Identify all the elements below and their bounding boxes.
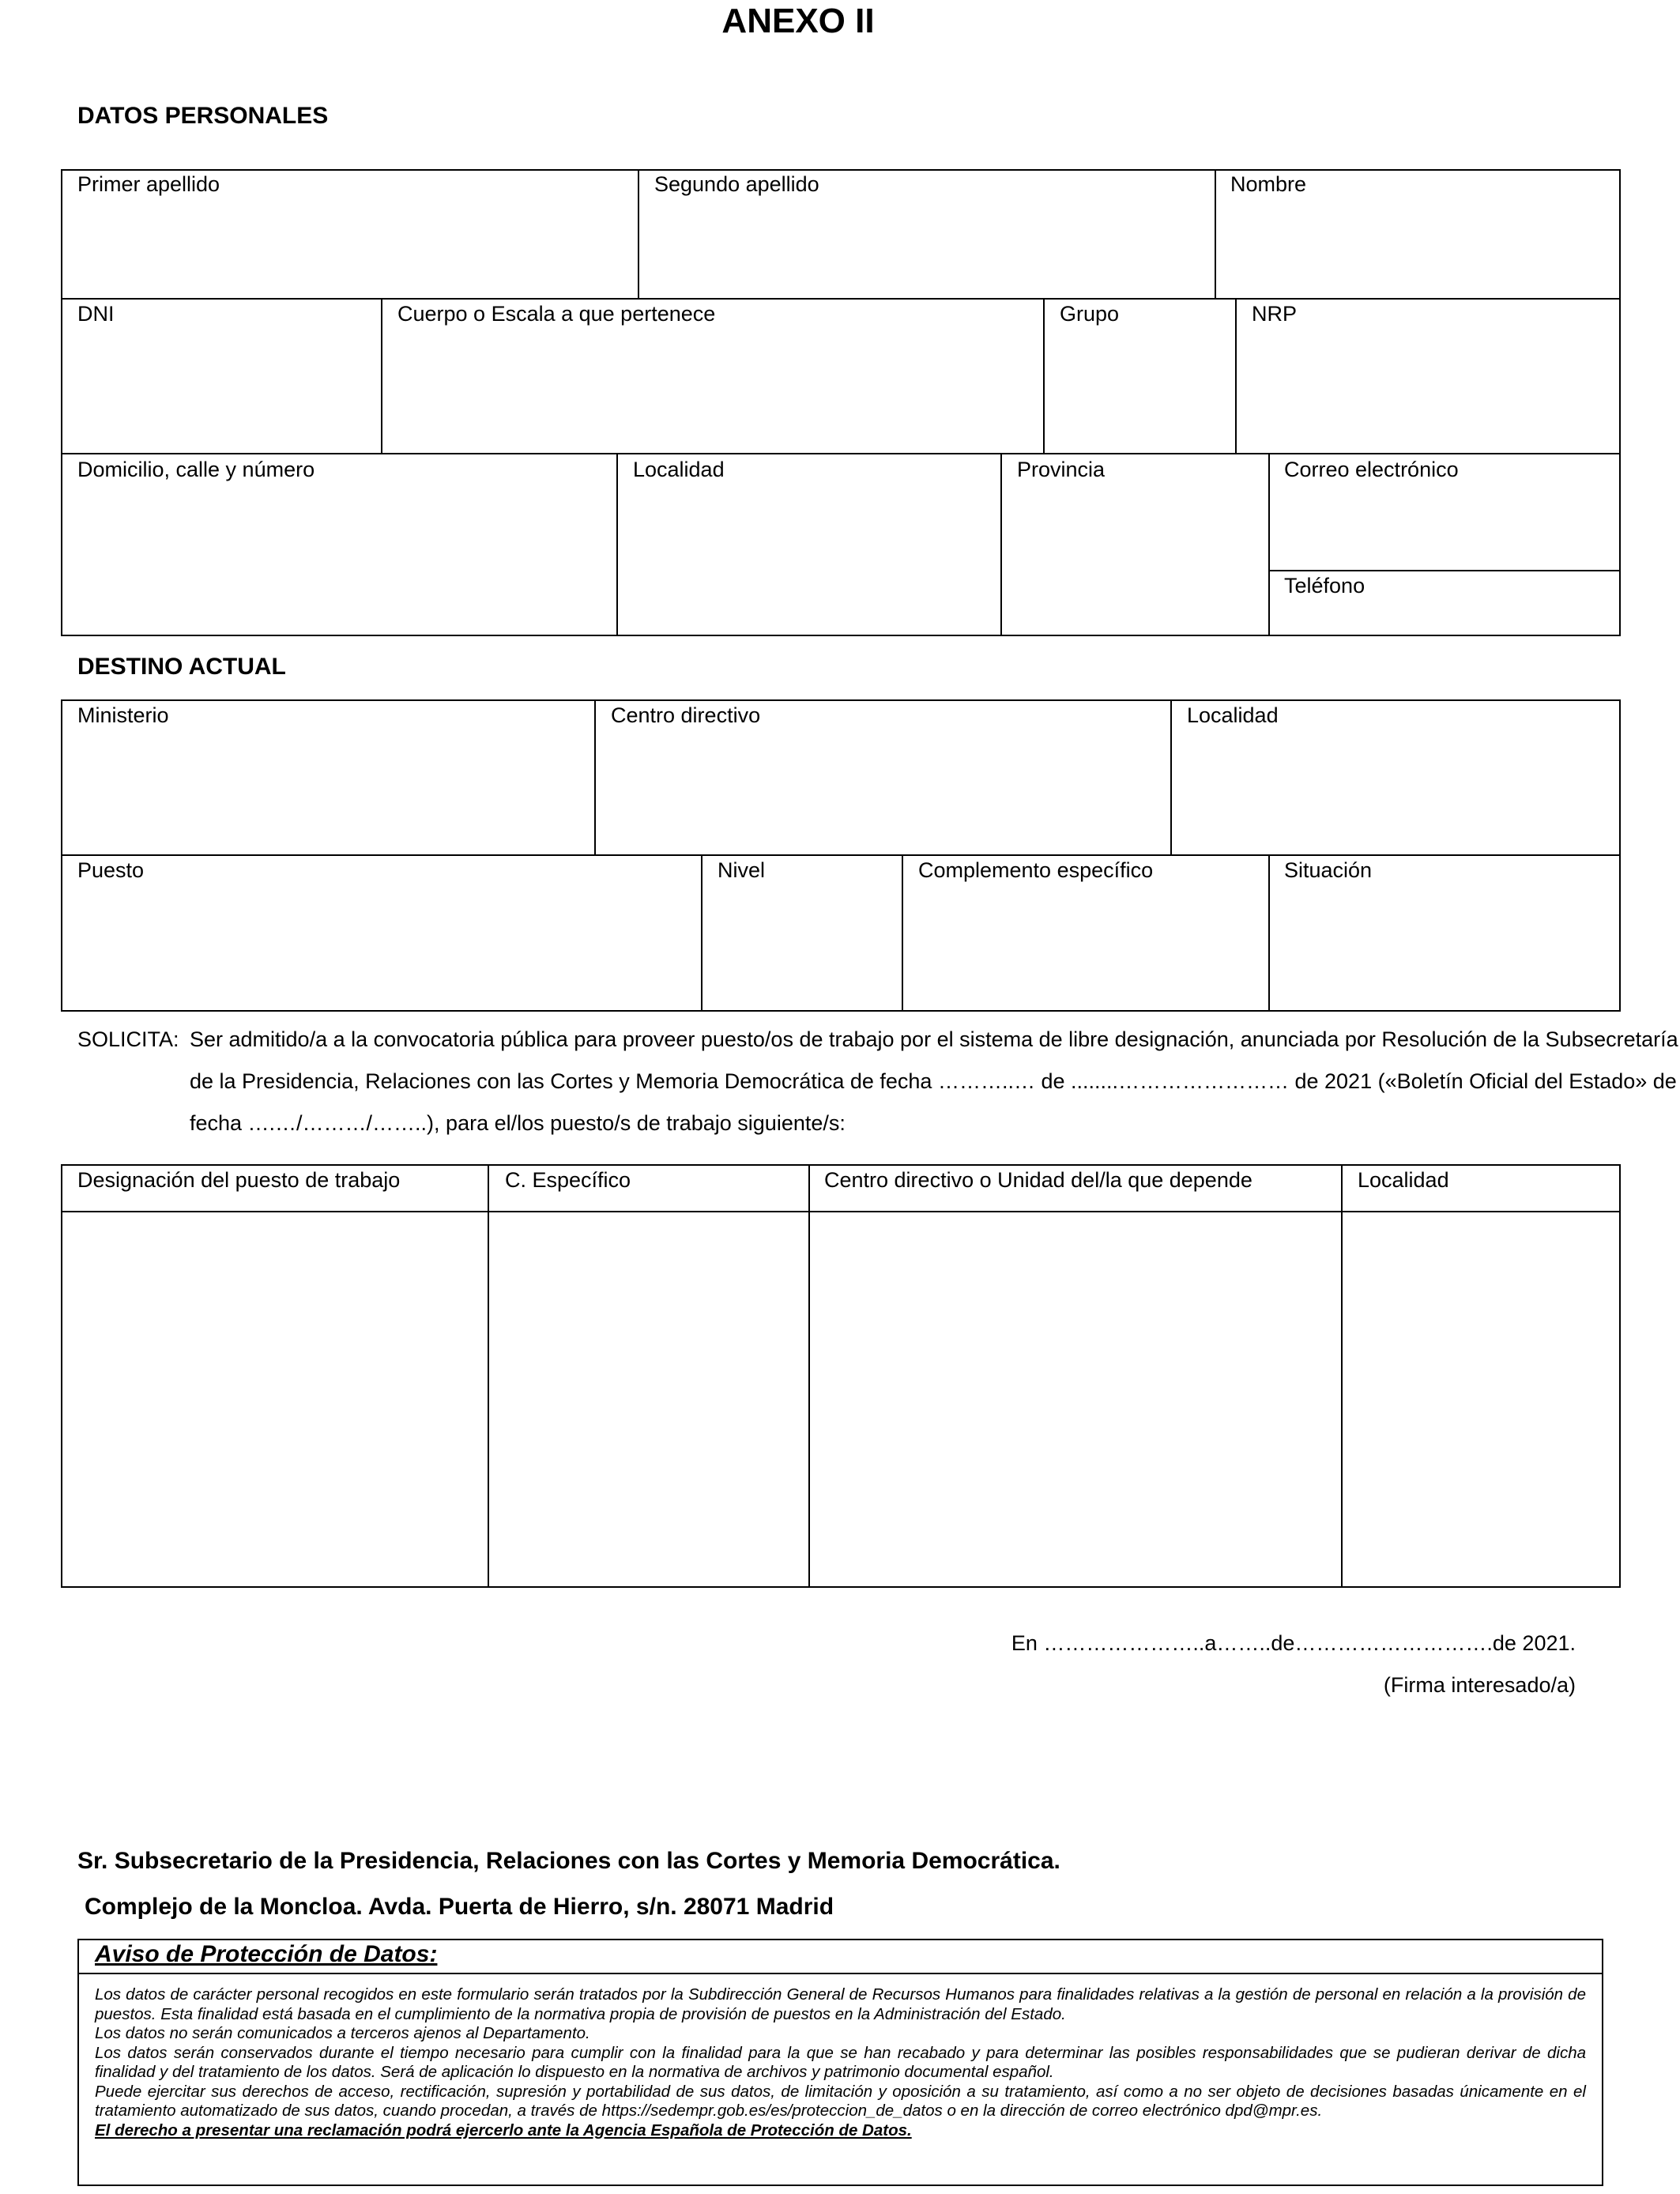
proteccion-datos-title: Aviso de Protección de Datos: bbox=[95, 1941, 438, 1967]
field-puesto[interactable]: Puesto bbox=[77, 858, 145, 882]
column-header-localidad: Localidad bbox=[1358, 1168, 1449, 1192]
solicita-text-line-3: fecha ….…/………/……..), para el/los puesto/s de trabajo siguiente/s: bbox=[190, 1111, 846, 1135]
field-nrp[interactable]: NRP bbox=[1252, 302, 1298, 326]
column-header-c-especifico: C. Específico bbox=[505, 1168, 631, 1192]
field-correo-electronico[interactable]: Correo electrónico bbox=[1284, 458, 1459, 481]
datos-personales-table bbox=[61, 169, 1621, 636]
destinatario-line-1: Sr. Subsecretario de la Presidencia, Relaciones con las Cortes y Memoria Democrática. bbox=[77, 1848, 1060, 1874]
field-cuerpo-escala[interactable]: Cuerpo o Escala a que pertenece bbox=[397, 302, 716, 326]
field-localidad[interactable]: Localidad bbox=[633, 458, 725, 481]
column-header-designacion: Designación del puesto de trabajo bbox=[77, 1168, 401, 1192]
destinatario-line-2: Complejo de la Moncloa. Avda. Puerta de Hierro, s/n. 28071 Madrid bbox=[85, 1894, 834, 1920]
input-centro-directivo-unidad[interactable] bbox=[810, 1212, 1340, 1586]
proteccion-datos-p4: Puede ejercitar sus derechos de acceso, rectificación, supresión y portabilidad de sus datos, de limitación y oposición a su tratamiento, así como a no ser objeto de decisiones basadas únicamente en el tratamiento automatizado de sus datos, cuando procedan, a través de https://sedempr.gob.es/es/proteccion_de_datos o en la dirección de correo electrónico dpd@mpr.es. bbox=[95, 2082, 1586, 2120]
field-provincia[interactable]: Provincia bbox=[1017, 458, 1106, 481]
column-header-centro-directivo: Centro directivo o Unidad del/la que depende bbox=[824, 1168, 1252, 1192]
field-telefono[interactable]: Teléfono bbox=[1284, 574, 1365, 598]
firma-label: (Firma interesado/a) bbox=[1383, 1673, 1576, 1697]
proteccion-datos-p2: Los datos no serán comunicados a terceros ajenos al Departamento. bbox=[95, 2024, 590, 2042]
proteccion-datos-p1: Los datos de carácter personal recogidos en este formulario serán tratados por la Subdirección General de Recursos Humanos para finalidades relativas a la gestión de personal en relación a la provisión de puestos. Esta finalidad está basada en el cumplimiento de la normativa propia de provisión de puestos en la Administración del Estado. bbox=[95, 1985, 1586, 2023]
field-nombre[interactable]: Nombre bbox=[1230, 172, 1307, 196]
field-localidad-destino[interactable]: Localidad bbox=[1187, 703, 1279, 727]
proteccion-datos-body bbox=[95, 1985, 1586, 2140]
field-segundo-apellido[interactable]: Segundo apellido bbox=[654, 172, 819, 196]
solicita-text-line-1: Ser admitido/a a la convocatoria pública para proveer puesto/os de trabajo por el sistema de libre designación, anunciada por Resolución de la Subsecretaría bbox=[190, 1027, 1678, 1051]
field-primer-apellido[interactable]: Primer apellido bbox=[77, 172, 220, 196]
section-heading-datos-personales: DATOS PERSONALES bbox=[77, 103, 329, 129]
field-dni[interactable]: DNI bbox=[77, 302, 115, 326]
input-c-especifico[interactable] bbox=[489, 1212, 808, 1586]
field-nivel[interactable]: Nivel bbox=[718, 858, 766, 882]
solicita-text-line-2: de la Presidencia, Relaciones con las Cortes y Memoria Democrática de fecha ………..… de ........…………………… de 2021 («Boletín Oficial del Estado» de bbox=[190, 1069, 1677, 1093]
fecha-firma-line[interactable]: En …………………..a……..de……………………….de 2021. bbox=[1011, 1631, 1576, 1655]
field-situacion[interactable]: Situación bbox=[1284, 858, 1373, 882]
input-designacion[interactable] bbox=[62, 1212, 487, 1586]
solicita-label: SOLICITA: bbox=[77, 1027, 179, 1051]
section-heading-destino-actual: DESTINO ACTUAL bbox=[77, 654, 286, 680]
input-localidad-puesto[interactable] bbox=[1343, 1212, 1619, 1586]
page-title: ANEXO II bbox=[721, 2, 875, 40]
field-centro-directivo[interactable]: Centro directivo bbox=[611, 703, 761, 727]
field-ministerio[interactable]: Ministerio bbox=[77, 703, 169, 727]
field-grupo[interactable]: Grupo bbox=[1060, 302, 1120, 326]
proteccion-datos-p5: El derecho a presentar una reclamación podrá ejercerlo ante la Agencia Española de Protección de Datos. bbox=[95, 2120, 912, 2139]
field-complemento-especifico[interactable]: Complemento específico bbox=[918, 858, 1154, 882]
proteccion-datos-p3: Los datos serán conservados durante el tiempo necesario para cumplir con la finalidad para la que se han recabado y para determinar las posibles responsabilidades que se pudieran derivar de dicha finalidad y del tratamiento de los datos. Será de aplicación lo dispuesto en la normativa de archivos y patrimonio documental español. bbox=[95, 2043, 1586, 2081]
field-domicilio[interactable]: Domicilio, calle y número bbox=[77, 458, 315, 481]
